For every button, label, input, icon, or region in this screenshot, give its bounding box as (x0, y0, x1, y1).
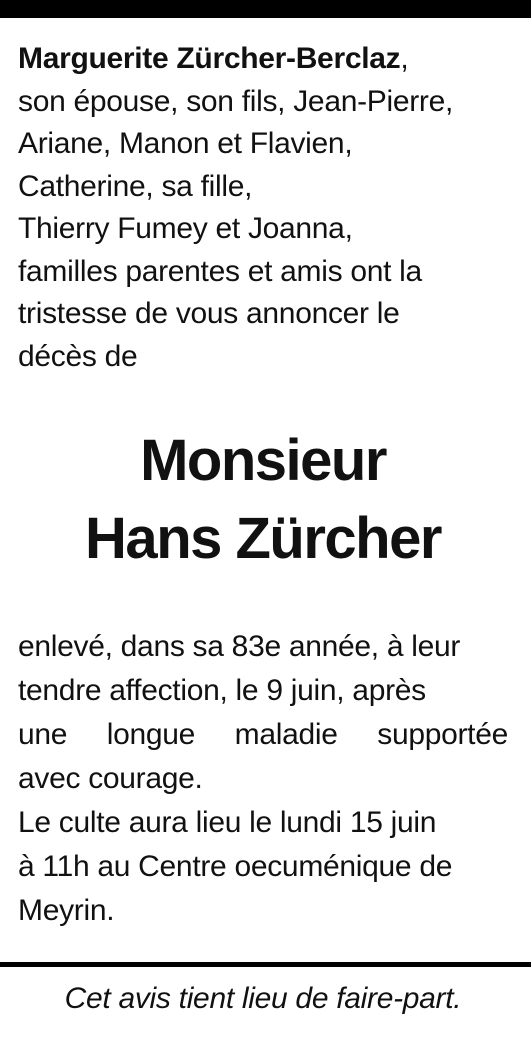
detail-line: tendre affection, le 9 juin, après (18, 674, 426, 707)
death-details (18, 625, 508, 933)
detail-line: Meyrin. (18, 894, 115, 927)
intro-line: Catherine, sa fille, (18, 169, 253, 203)
sender-name-punct: , (400, 42, 409, 75)
bottom-border-line (0, 962, 531, 967)
top-border-bar (0, 0, 531, 18)
detail-line: Le culte aura lieu le lundi 15 juin (18, 806, 437, 839)
detail-line: avec courage. (18, 762, 203, 795)
obituary-notice (18, 38, 508, 1049)
intro-line: tristesse de vous annoncer le (18, 297, 400, 330)
intro-line: familles parentes et amis ont la (18, 254, 422, 288)
closing-note: Cet avis tient lieu de faire-part. (64, 982, 462, 1015)
deceased-name-heading (18, 378, 508, 578)
sender-name: Marguerite Zürcher-Berclaz (18, 42, 401, 75)
intro-line: son épouse, son fils, Jean-Pierre, (18, 84, 454, 118)
intro-line: Thierry Fumey et Joanna, (18, 212, 353, 245)
detail-line: une longue maladie supportée (18, 718, 508, 751)
intro-line: décès de (18, 339, 138, 373)
sender-line (18, 38, 508, 81)
intro-line: Ariane, Manon et Flavien, (18, 127, 353, 160)
deceased-title: Monsieur (140, 428, 386, 493)
deceased-name: Hans Zürcher (85, 506, 441, 571)
detail-line: à 11h au Centre oecuménique de (18, 850, 453, 883)
detail-line: enlevé, dans sa 83e année, à leur (18, 630, 461, 663)
announcement-intro (18, 38, 508, 378)
